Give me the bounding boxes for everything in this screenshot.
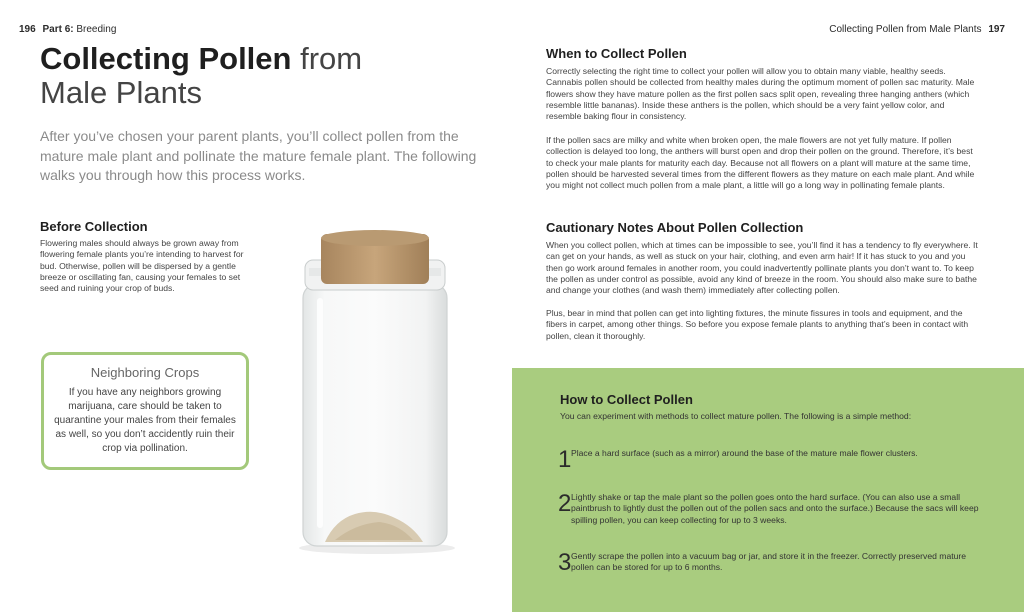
how-to-intro: You can experiment with methods to collect mature pollen. The following is a simple method:	[560, 411, 912, 421]
sidebar-body: If you have any neighbors growing marijuana, care should be taken to quarantine your males from their females as well, so you don’t accidently ruin their crop via pollination.	[54, 387, 236, 454]
cautionary-p1: When you collect pollen, which at times can be impossible to see, you’ll find it has a tendency to fly everywhere. It can get on your hands, as well as stuck on your hair, clothing, and even arm hair! If it has stuck to you and you then go work around females in another room, you could inadvertently pollinate plants you don’t want to. To keep the pollen as under control as possible, avoid any kind of breeze in the room. You should also make sure to bathe and change your clothes (and wash them) immediately after collecting pollen.	[546, 240, 978, 296]
when-to-collect-p1: Correctly selecting the right time to collect your pollen will allow you to obtain many viable, healthy seeds. Cannabis pollen should be collected from healthy males during the optimum moment of pollen sac maturity. Male flowers show they have mature pollen as the first pollen sacs split open, revealing three hanging anthers (which resemble little bananas). Inside these anthers is the pollen, which should be a very faint yellow color, and resemble baking flour in consistency.	[546, 66, 975, 122]
sidebar-title: Neighboring Crops	[90, 365, 200, 380]
how-to-heading: How to Collect Pollen	[560, 392, 693, 407]
step-text: Place a hard surface (such as a mirror) around the base of the mature male flower clusters.	[571, 448, 918, 458]
neighboring-crops-sidebar	[41, 352, 249, 470]
title-bold: Collecting Pollen	[40, 41, 292, 76]
part-label: Part 6:	[42, 24, 74, 35]
right-page-number: 197	[988, 24, 1005, 35]
when-to-collect-p2: If the pollen sacs are milky and white when broken open, the male flowers are not yet fully mature. If pollen collection is delayed too long, the anthers will burst open and drop their pollen on the ground. Therefore, it’s best to check your male plants for maturity each day. Because not all flowers on a plant will mature at the same time, pollen should be harvested several times from the different flowers as they mature on each male plant. And while you might not collect much pollen from a male plant, a little will go a long way in pollinating female plants.	[546, 135, 975, 191]
step-number: 1	[558, 446, 572, 473]
intro-paragraph: After you’ve chosen your parent plants, you’ll collect pollen from the mature male plant and pollinate the mature female plant. The following walks you through how this process works.	[40, 128, 477, 183]
step-2	[558, 492, 988, 526]
right-page-header	[829, 24, 1005, 35]
step-3	[558, 551, 988, 574]
title-light-2: Male Plants	[40, 75, 202, 110]
before-collection-body: Flowering males should always be grown away from flowering female plants you’re intending to harvest for bud. Otherwise, pollen will be dispersed by a gentle breeze or oscillating fan, causing your females to set seed and ruining your crop of buds.	[40, 238, 244, 294]
left-page-number: 196	[19, 24, 36, 35]
step-number: 3	[558, 549, 572, 576]
title-light-1: from	[300, 41, 363, 76]
when-to-collect-heading: When to Collect Pollen	[546, 46, 687, 61]
step-text: Gently scrape the pollen into a vacuum bag or jar, and store it in the freezer. Correctly preserved mature pollen can be stored for up to 6 months.	[571, 551, 967, 573]
how-to-collect-panel	[512, 368, 1024, 612]
before-collection-heading: Before Collection	[40, 219, 148, 234]
left-page-header	[19, 24, 116, 35]
step-1	[558, 446, 988, 473]
cautionary-heading: Cautionary Notes About Pollen Collection	[546, 220, 804, 235]
step-number: 2	[558, 490, 572, 517]
right-running-title: Collecting Pollen from Male Plants	[829, 24, 982, 35]
step-text: Lightly shake or tap the male plant so the pollen goes onto the hard surface. (You can also use a small paintbrush to lightly dust the pollen out of the pollen sacs and onto the surface.) Because the sacs will keep spilling pollen, you can keep collecting for up to 3 weeks.	[571, 492, 979, 525]
pollen-jar-image	[295, 228, 455, 558]
cautionary-p2: Plus, bear in mind that pollen can get into lighting fixtures, the minute fissures in tools and equipment, and the fibers in carpet, among other things. So before you expose female plants to anything that’s been in contact with pollen, clean it thoroughly.	[546, 308, 969, 341]
section-label: Breeding	[76, 24, 117, 35]
page-title	[40, 42, 460, 110]
